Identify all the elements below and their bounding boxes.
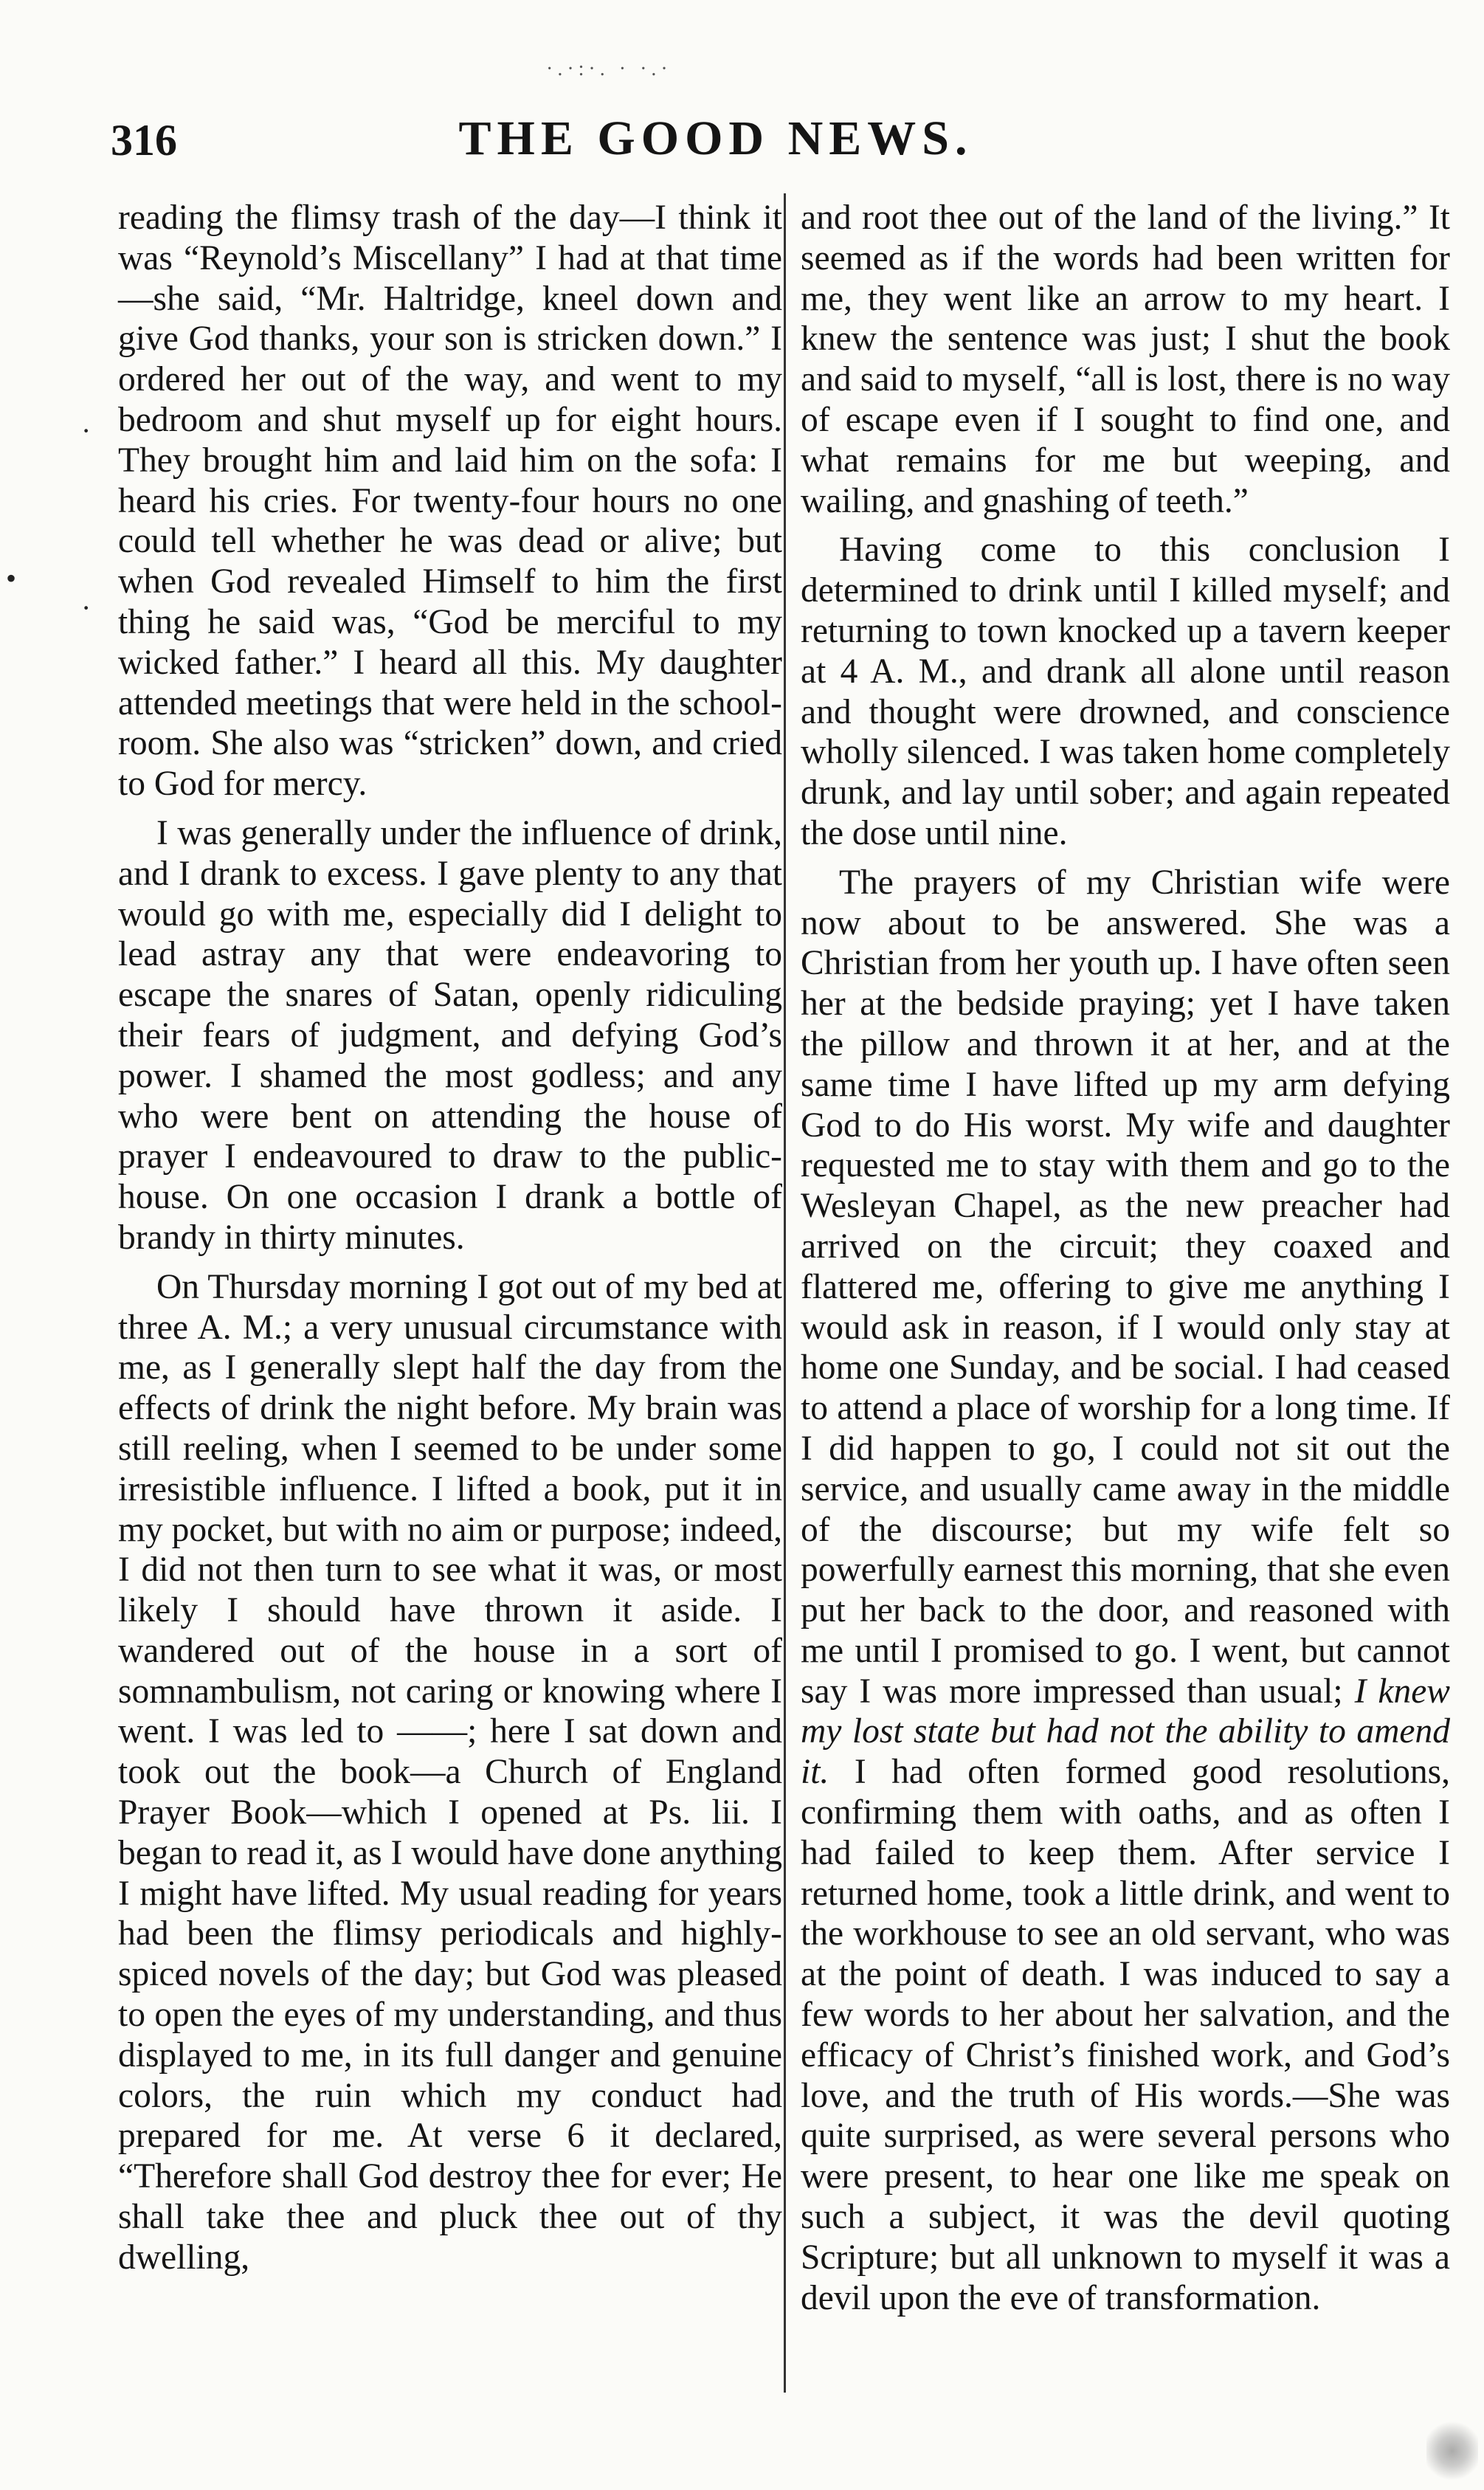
page-header — [111, 111, 1321, 192]
right-paragraph-3-text: The prayers of my Christian wife were now about to be answered. She was a Christian from her youth up. I have often seen her at the bedside praying; yet I have taken the pillow and thrown it at her, and at the same time I have lifted up my arm defying God to do His worst. My wife and daughter requested me to stay with them and go to the Wesleyan Chapel, as the new preacher had arrived on the circuit; they coaxed and flattered me, offering to give me anything I would ask in reason, if I would only stay at home one Sunday, and be social. I had ceased to attend a place of worship for a long time. If I did happen to go, I could not sit out the service, and usually came away in the middle of the discourse; but my wife felt so powerfully earnest this morning, that she even put her back to the door, and reasoned with me until I promised to go. I went, but cannot say I was more impressed than usual; — [801, 863, 1450, 1711]
page-number: 316 — [111, 116, 177, 165]
corner-smudge — [1426, 2418, 1478, 2484]
right-paragraph-3-continued: I had often formed good resolutions, confirming them with oaths, and as often I had failed to keep them. After service I returned home, took a little drink, and went to the workhouse to see an old servant, who was at the point of death. I was induced to say a few words to her about her salvation, and the efficacy of Christ’s finished work, and God’s love, and the truth of His words.—She was quite surprised, as were several persons who were present, to hear one like me speak on such a subject, it was the devil quoting Scripture; but all unknown to myself it was a devil upon the eve of transformation. — [801, 1753, 1450, 2317]
margin-dot: · — [81, 591, 92, 624]
right-paragraph-2: Having come to this conclusion I determined to drink until I killed myself; and returning to town knocked up a tavern keeper at 4 A. M., and drank all alone until reason and thought were drowned, and conscience wholly silenced. I was taken home completely drunk, and lay until sober; and again repeated the dose until nine. — [801, 531, 1450, 852]
right-paragraph-3-italic: I knew my lost state but had not the ability to amend it. — [801, 1672, 1450, 1792]
top-margin-specks: ·.·:·. · ·.· — [546, 58, 672, 80]
left-column — [118, 198, 782, 2287]
margin-dot: • — [6, 562, 17, 595]
right-paragraph-1: and root thee out of the land of the living.” It seemed as if the words had been written for me, they went like an arrow to my heart. I knew the sentence was just; I shut the book and said to myself, “all is lost, there is no way of escape even if I sought to find one, and what remains for me but weeping, and wailing, and gnashing of teeth.” — [801, 199, 1450, 520]
column-rule — [784, 193, 786, 2393]
left-paragraph-1: reading the flimsy trash of the day—I think it was “Reynold’s Miscellany” I had at that time—she said, “Mr. Haltridge, kneel down and give God thanks, your son is stricken down.” I ordered her out of the way, and went to my bedroom and shut myself up for eight hours. They brought him and laid him on the sofa: I heard his cries. For twenty-four hours no one could tell whether he was dead or alive; but when God revealed Himself to him the first thing he said was, “God be merciful to my wicked father.” I heard all this. My daughter attended meetings that were held in the school-room. She also was “stricken” down, and cried to God for mercy. — [118, 199, 782, 804]
right-column — [801, 198, 1450, 2318]
margin-dot: · — [81, 414, 92, 447]
left-paragraph-2: I was generally under the influence of drink, and I drank to excess. I gave plenty to any that would go with me, especially did I delight to lead astray any that were endeavoring to escape the snares of Satan, openly ridiculing their fears of judgment, and defying God’s power. I shamed the most godless; and any who were bent on attending the house of prayer I endeavoured to draw to the public-house. On one occasion I drank a bottle of brandy in thirty minutes. — [118, 813, 782, 1257]
left-paragraph-3: On Thursday morning I got out of my bed at three A. M.; a very unusual circumstance with me, as I generally slept half the day from the effects of drink the night before. My brain was still reeling, when I seemed to be under some irresistible influence. I lifted a book, put it in my pocket, but with no aim or purpose; indeed, I did not then turn to see what it was, or most likely I should have thrown it aside. I wandered out of the house in a sort of somnambulism, not caring or knowing where I went. I was led to ——; here I sat down and took out the book—a Church of England Prayer Book—which I opened at Ps. lii. I began to read it, as I would have done anything I might have lifted. My usual reading for years had been the flimsy periodicals and highly-spiced novels of the day; but God was pleased to open the eyes of my understanding, and thus displayed to me, in its full danger and genuine colors, the ruin which my conduct had prepared for me. At verse 6 it declared, “Therefore shall God destroy thee for ever; He shall take thee and pluck thee out of thy dwelling, — [118, 1267, 782, 2277]
right-paragraph-3 — [801, 863, 1450, 2319]
running-title: THE GOOD NEWS. — [458, 111, 973, 165]
